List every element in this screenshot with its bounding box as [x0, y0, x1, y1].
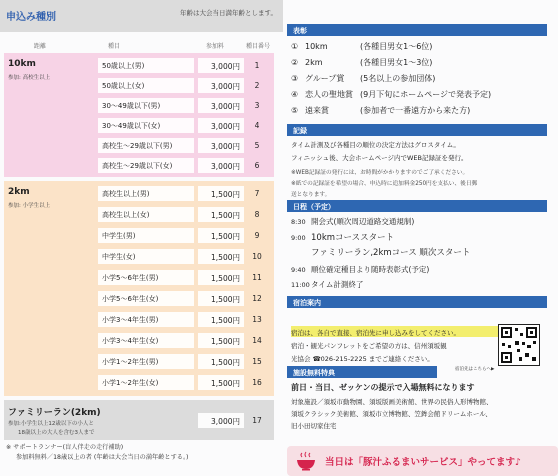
lodging-line1: 宿泊は、各自で直接、宿泊先に申し込みをしてください。 — [291, 329, 460, 337]
award-name: 2km — [305, 58, 323, 67]
benefit-line1: 対象施設／須坂市動物園、須坂版画美術館、世界の民俗人形博物館、 — [291, 398, 493, 406]
benefit-line3: 旧小田切家住宅 — [291, 422, 337, 430]
schedule-item — [291, 279, 363, 290]
awards-header: 表彰 — [287, 24, 547, 36]
category-cell: 高校生～29歳以下(男) — [98, 138, 194, 153]
number-cell: 6 — [254, 161, 260, 170]
number-cell: 7 — [254, 189, 260, 198]
fee-cell: 3,000円 — [198, 413, 244, 428]
schedule-time: 8:30 — [291, 218, 306, 226]
record-line2: フィニッシュ後、大会ホームページ内でWEB記録証を発行。 — [291, 154, 468, 162]
award-item — [291, 73, 435, 84]
table-row — [94, 115, 270, 135]
table-row — [94, 155, 270, 175]
category-cell: 小学1～2年生(男) — [98, 354, 194, 369]
award-detail: (5名以上の参加団体) — [360, 74, 436, 83]
award-detail: (参加者で一番遠方から来た方) — [360, 106, 471, 115]
category-cell: 50歳以上(男) — [98, 58, 194, 73]
schedule-event: 開会式(順次周辺道路交通規制) — [311, 217, 415, 226]
table-row — [94, 410, 270, 430]
age-note: 年齢は大会当日満年齢とします。 — [180, 9, 277, 17]
table-row — [94, 75, 270, 95]
entry-header — [0, 0, 283, 32]
number-cell: 5 — [254, 141, 260, 150]
award-detail: (各種目男女1～6位) — [360, 42, 433, 51]
qr-caption: 宿泊先はこちらへ▶ — [455, 367, 495, 372]
fee-cell: 1,500円 — [198, 186, 244, 201]
col-distance: 距離 — [34, 43, 47, 50]
fee-cell: 3,000円 — [198, 158, 244, 173]
table-row — [94, 288, 270, 308]
table-row — [94, 330, 270, 350]
promo-banner — [287, 446, 558, 476]
fee-cell: 1,500円 — [198, 354, 244, 369]
table-row — [94, 372, 270, 392]
fee-cell: 1,500円 — [198, 249, 244, 264]
number-cell: 10 — [252, 252, 262, 261]
category-cell: 小学3～4年生(男) — [98, 312, 194, 327]
table-row — [94, 351, 270, 371]
award-number: ③ — [291, 74, 299, 83]
promo-message: 当日は「豚汁ふるまいサービス」やってます♪ — [325, 457, 522, 468]
category-cell: 中学生(女) — [98, 249, 194, 264]
table-row — [94, 55, 270, 75]
number-cell: 11 — [252, 273, 262, 282]
number-cell: 3 — [254, 101, 260, 110]
support-runner-note — [6, 443, 281, 463]
group-label — [4, 53, 92, 177]
award-item — [291, 57, 432, 68]
schedule-event: ファミリーラン,2kmコース 順次スタート — [311, 248, 471, 258]
group-distance: ファミリーラン(2km) — [8, 408, 101, 418]
award-item — [291, 89, 491, 100]
table-row — [94, 95, 270, 115]
number-cell: 14 — [252, 336, 262, 345]
schedule-event: 10kmコーススタート — [311, 233, 395, 243]
award-item — [291, 41, 432, 52]
category-cell: 30～49歳以下(男) — [98, 98, 194, 113]
award-number: ① — [291, 42, 299, 51]
fee-cell: 3,000円 — [198, 98, 244, 113]
award-name: グループ賞 — [305, 74, 345, 83]
group-10km — [4, 53, 274, 177]
fee-cell: 1,500円 — [198, 228, 244, 243]
award-name: 恋人の聖地賞 — [305, 90, 353, 99]
schedule-event: 順位確定種目より随時表彰式(予定) — [311, 265, 430, 274]
footnote-line2: 参加料無料／18歳以上の者 (年齢は大会当日の満年齢とする。) — [16, 454, 189, 461]
lodging-line3: 光協会 ☎026-215-2225 までご連絡ください。 — [291, 355, 434, 363]
category-cell: 小学1～2年生(女) — [98, 375, 194, 390]
schedule-event: タイム計測終了 — [311, 280, 364, 289]
record-note1: ※WEB記録証の発行には、お時間がかかりますのでご了承ください。 — [291, 170, 469, 176]
award-number: ② — [291, 58, 299, 67]
group-eligibility: 参加: 小学生以上 — [8, 203, 51, 209]
fee-cell: 3,000円 — [198, 138, 244, 153]
fee-cell: 3,000円 — [198, 78, 244, 93]
award-name: 遠来賞 — [305, 106, 329, 115]
category-cell: 中学生(男) — [98, 228, 194, 243]
number-cell: 2 — [254, 81, 260, 90]
fee-cell: 3,000円 — [198, 118, 244, 133]
category-cell: 30～49歳以下(女) — [98, 118, 194, 133]
category-cell: 高校生以上(女) — [98, 207, 194, 222]
number-cell: 8 — [254, 210, 260, 219]
schedule-header: 日程（予定） — [287, 200, 547, 212]
schedule-item — [291, 231, 394, 243]
award-number: ⑤ — [291, 106, 299, 115]
info-section — [287, 0, 558, 476]
schedule-item — [291, 246, 470, 258]
fee-cell: 1,500円 — [198, 270, 244, 285]
group-eligibility-line1: 参加:小学生以上12歳以下の小人と — [8, 421, 94, 427]
lodging-line2: 宿泊・観光パンフレットをご希望の方は、信州須坂観 — [291, 342, 447, 350]
number-cell: 1 — [254, 61, 260, 70]
table-row — [94, 204, 270, 224]
record-note3: 送となります。 — [291, 192, 331, 198]
entry-title: 申込み種別 — [6, 12, 56, 23]
col-fee: 参加料 — [206, 43, 225, 50]
benefit-line2: 須坂クラシック美術館、須坂市立博物館、笠鉾会館ドリームホール、 — [291, 410, 492, 418]
number-cell: 13 — [252, 315, 262, 324]
number-cell: 9 — [254, 231, 260, 240]
qr-code-image — [499, 325, 539, 365]
schedule-time: 9:40 — [291, 266, 306, 274]
category-cell: 高校生以上(男) — [98, 186, 194, 201]
group-2km — [4, 181, 274, 396]
table-row — [94, 183, 270, 203]
record-line1: タイム計測及び各種目の順位の決定方法はグロスタイム。 — [291, 141, 460, 149]
benefit-headline: 前日・当日、ゼッケンの提示で入場無料になります — [291, 383, 475, 392]
schedule-time: 11:00 — [291, 281, 310, 289]
fee-cell: 1,500円 — [198, 291, 244, 306]
category-cell: 50歳以上(女) — [98, 78, 194, 93]
group-eligibility: 参加: 高校生以上 — [8, 75, 51, 81]
col-number: 種目番号 — [246, 43, 271, 50]
number-cell: 4 — [254, 121, 260, 130]
number-cell: 15 — [252, 357, 262, 366]
table-row — [94, 246, 270, 266]
schedule-item — [291, 216, 414, 227]
group-distance: 2km — [8, 187, 30, 197]
category-cell: 高校生～29歳以下(女) — [98, 158, 194, 173]
number-cell: 16 — [252, 378, 262, 387]
award-name: 10km — [305, 42, 328, 51]
schedule-item — [291, 264, 429, 275]
fee-cell: 1,500円 — [198, 375, 244, 390]
table-row — [94, 225, 270, 245]
footnote-line1: ※ サポートランナー(盲人伴走の走行補助) — [6, 444, 124, 451]
entry-column-headers — [0, 38, 283, 52]
soup-bowl-icon — [295, 451, 317, 471]
award-detail: (各種目男女1～3位) — [360, 58, 433, 67]
col-category: 種目 — [108, 43, 121, 50]
category-cell: 小学5～6年生(女) — [98, 291, 194, 306]
fee-cell: 1,500円 — [198, 312, 244, 327]
award-detail: (9月下旬にホームページで発表予定) — [360, 90, 492, 99]
group-label — [4, 181, 92, 396]
fee-cell: 3,000円 — [198, 58, 244, 73]
number-cell: 12 — [252, 294, 262, 303]
table-row — [94, 135, 270, 155]
fee-cell: 1,500円 — [198, 333, 244, 348]
schedule-time: 9:00 — [291, 234, 306, 242]
qr-code[interactable] — [498, 324, 540, 366]
table-row — [94, 267, 270, 287]
table-row — [94, 309, 270, 329]
category-cell: 小学5～6年生(男) — [98, 270, 194, 285]
record-note2: ※紙での記録証を希望の場合、申込時に追加料金250円を支払い、後日郵 — [291, 181, 478, 187]
lodging-header: 宿泊案内 — [287, 296, 547, 308]
number-cell: 17 — [252, 416, 262, 425]
award-item — [291, 105, 470, 116]
fee-cell: 1,500円 — [198, 207, 244, 222]
award-number: ④ — [291, 90, 299, 99]
group-eligibility-line2: 18歳以上の大人を含む3人まで — [18, 430, 95, 436]
category-cell: 小学3～4年生(女) — [98, 333, 194, 348]
group-distance: 10km — [8, 59, 36, 69]
group-family-run — [4, 400, 274, 440]
record-header: 記録 — [287, 124, 547, 136]
benefit-header: 施設無料特典 — [287, 366, 437, 378]
